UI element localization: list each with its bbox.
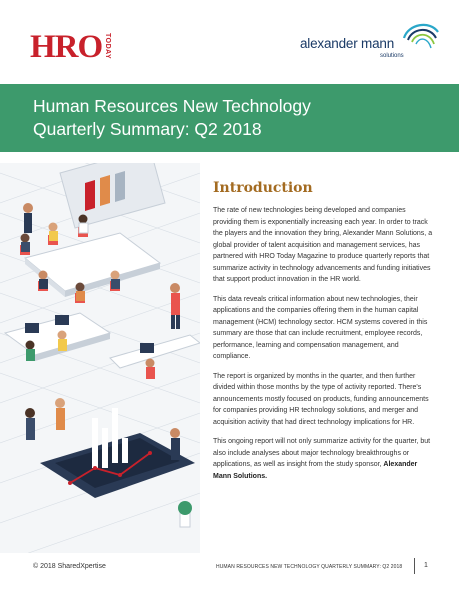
page-number: 1 xyxy=(424,562,428,569)
swirl-icon xyxy=(400,20,442,60)
amc-logo-name: alexander mann xyxy=(300,36,395,51)
paragraph-4-text: This ongoing report will not only summarize activity for the quarter, but also include analyses about major technology breakthroughs or applications, as well as insight from the study sponsor, xyxy=(213,438,431,468)
report-title xyxy=(33,95,311,141)
body-text xyxy=(213,205,435,490)
sponsor-name: Alexander Mann Solutions. xyxy=(213,461,418,480)
amc-logo-sub: solutions xyxy=(380,53,404,59)
paragraph-1: The rate of new technologies being developed and companies providing them is exponentially increasing each year. In order to track the players and the innovation they bring, Alexander Mann Solutions, a global provider of talent acquisition and management services, has partnered with HRO Today Magazine to produce quarterly reports that summarize activity in technology advancements and funding initiatives that support product innovation in the HR world. xyxy=(213,207,433,283)
office-illustration xyxy=(0,163,200,553)
paragraph-3: The report is organized by months in the quarter, and then further divided within those months by the type of activity reported. There's announcements mostly focused on products, funding announcements for companies providing HR technology solutions, and merger and acquisition activity that had direct technology implications for HR. xyxy=(213,372,429,426)
paragraph-2: This data reveals critical information about new technologies, their applications and the companies offering them in the human capital management (HCM) technology sector. HCM systems covered in this summary are those that can include recruitment, employee records, performance, learning and compensation management, and compliance. xyxy=(213,295,428,360)
copyright: © 2018 SharedXpertise xyxy=(33,563,106,570)
hro-logo-text: HRO xyxy=(30,29,103,65)
running-title: HUMAN RESOURCES NEW TECHNOLOGY QUARTERLY SUMMARY: Q2 2018 xyxy=(216,564,403,570)
title-line-2: Quarterly Summary: Q2 2018 xyxy=(33,119,262,139)
hro-today-logo xyxy=(30,27,111,67)
footer-divider xyxy=(414,558,415,574)
introduction-heading: Introduction xyxy=(213,180,313,196)
alexander-mann-logo xyxy=(300,20,440,70)
title-line-1: Human Resources New Technology xyxy=(33,96,311,116)
paragraph-4 xyxy=(213,436,435,482)
hro-logo-today: TODAY xyxy=(104,33,112,60)
